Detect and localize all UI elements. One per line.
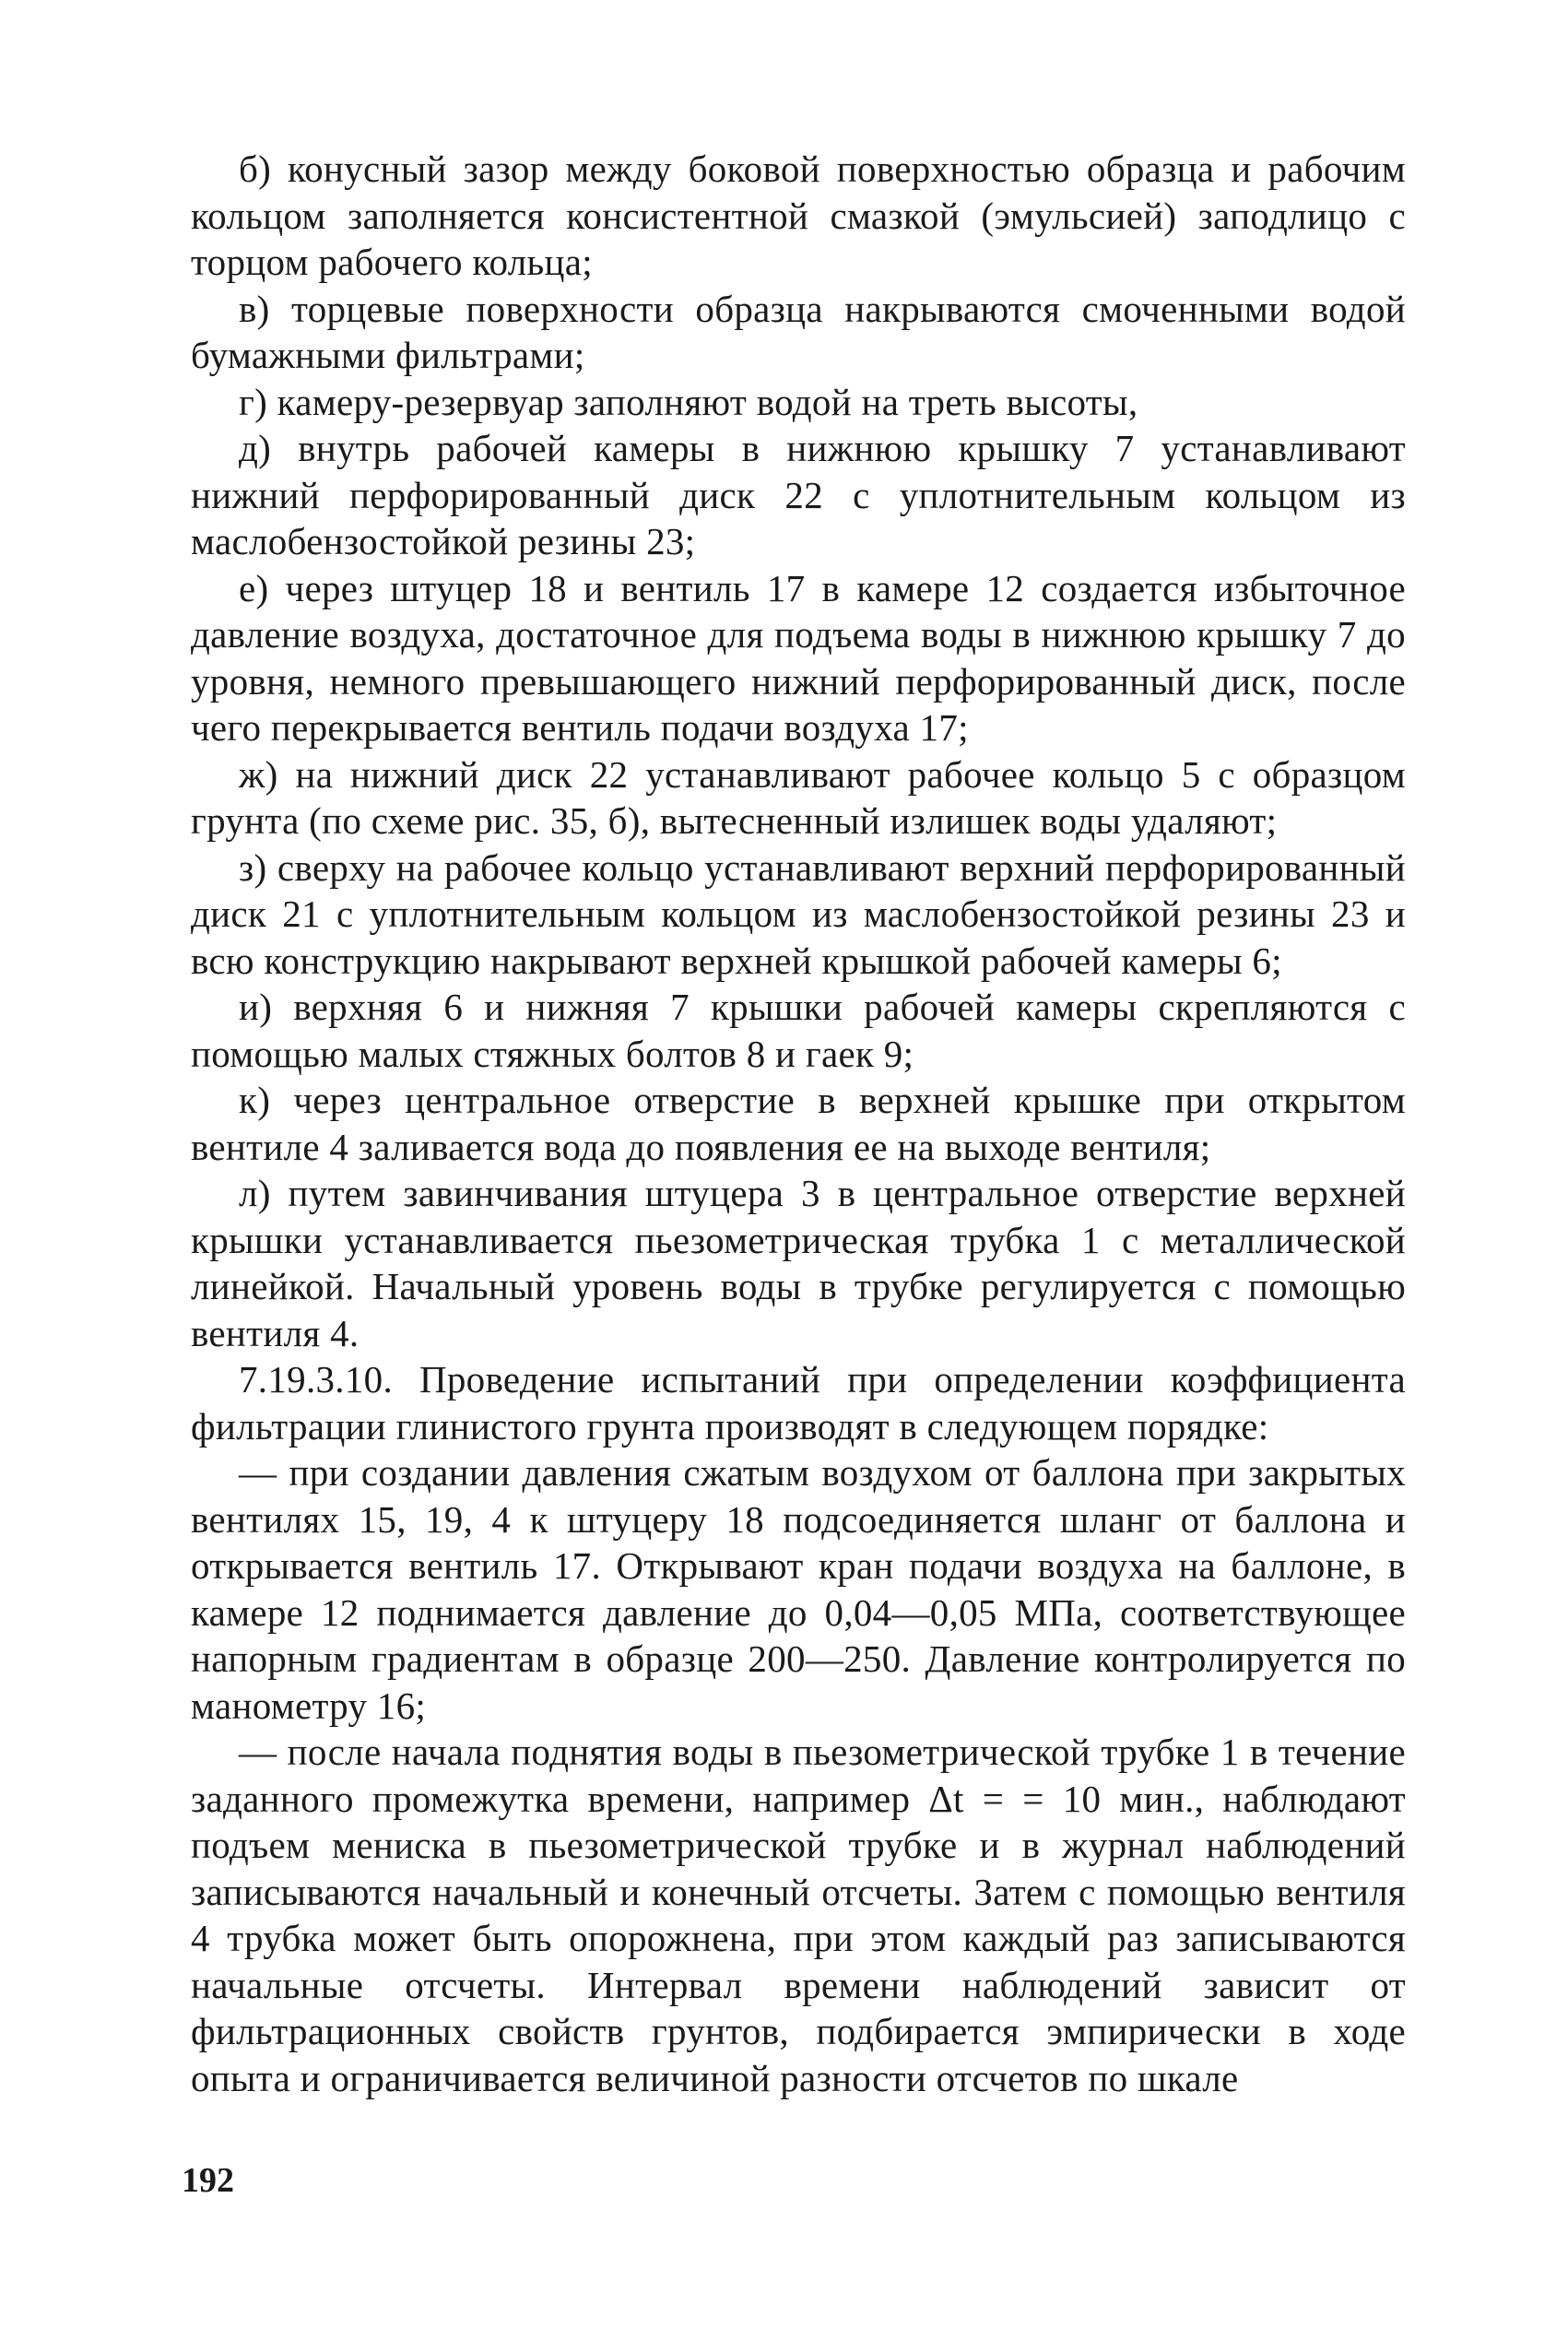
paragraph-k: к) через центральное отверстие в верхней крышке при открытом вентиле 4 заливается вода до появления ее на выходе вентиля; (191, 1079, 1406, 1168)
paragraph-g: г) камеру-резервуар заполняют водой на треть высоты, (239, 380, 1138, 423)
paragraph-b: б) конусный зазор между боковой поверхностью образца и рабочим кольцом заполняется консистентной смазкой (эмульсией) заподлицо с торцом рабочего кольца; (191, 148, 1406, 283)
paragraph-z: з) сверху на рабочее кольцо устанавливают верхний перфорированный диск 21 с уплотнительным кольцом из маслобензостойкой резины 23 и всю конструкцию накрывают верхней крышкой рабочей камеры 6; (191, 845, 1406, 982)
procedure-step-pressure: — при создании давления сжатым воздухом от баллона при закрытых вентилях 15, 19, 4 к штуцеру 18 подсоединяется шланг от баллона и открывается вентиль 17. Открывают кран подачи воздуха на баллоне, в камере 12 поднимается давление до 0,04—0,05 МПа, соответствующее напорным градиентам в образце 200—250. Давление контролируется по манометру 16; (191, 1451, 1406, 1727)
paragraph-i: и) верхняя 6 и нижняя 7 крышки рабочей камеры скрепляются с помощью малых стяжных болтов 8 и гаек 9; (191, 986, 1406, 1075)
procedure-step-observation: — после начала поднятия воды в пьезометрической трубке 1 в течение заданного промежутка времени, например Δt = = 10 мин., наблюдают подъем мениска в пьезометрической трубке и в журнал наблюдений записываются начальный и конечный отсчеты. Затем с помощью вентиля 4 трубка может быть опорожнена, при этом каждый раз записываются начальные отсчеты. Интервал времени наблюдений зависит от фильтрационных свойств грунтов, подбирается эмпирически в ходе опыта и ограничивается величиной разности отсчетов по шкале (191, 1731, 1406, 2099)
paragraph-e: е) через штуцер 18 и вентиль 17 в камере 12 создается избыточное давление воздуха, достаточное для подъема воды в нижнюю крышку 7 до уровня, немного превышающего нижний перфорированный диск, после чего перекрывается вентиль подачи воздуха 17; (191, 566, 1406, 749)
paragraph-l: л) путем завинчивания штуцера 3 в центральное отверстие верхней крышки устанавливается пьезометрическая трубка 1 с металлической линейкой. Начальный уровень воды в трубке регулируется с помощью вентиля 4. (191, 1172, 1406, 1354)
paragraph-v: в) торцевые поверхности образца накрываются смоченными водой бумажными фильтрами; (191, 287, 1406, 376)
paragraph-zh: ж) на нижний диск 22 устанавливают рабочее кольцо 5 с образцом грунта (по схеме рис. 35, б), вытесненный излишек воды удаляют; (191, 752, 1406, 842)
section-7-19-3-10: 7.19.3.10. Проведение испытаний при определении коэффициента фильтрации глинистого грунта производят в следующем порядке: (191, 1358, 1406, 1448)
page-number: 192 (182, 2161, 234, 2200)
body-text (191, 146, 1406, 2101)
paragraph-d: д) внутрь рабочей камеры в нижнюю крышку 7 устанавливают нижний перфорированный диск 22 с уплотнительным кольцом из маслобензостойкой резины 23; (191, 427, 1406, 562)
